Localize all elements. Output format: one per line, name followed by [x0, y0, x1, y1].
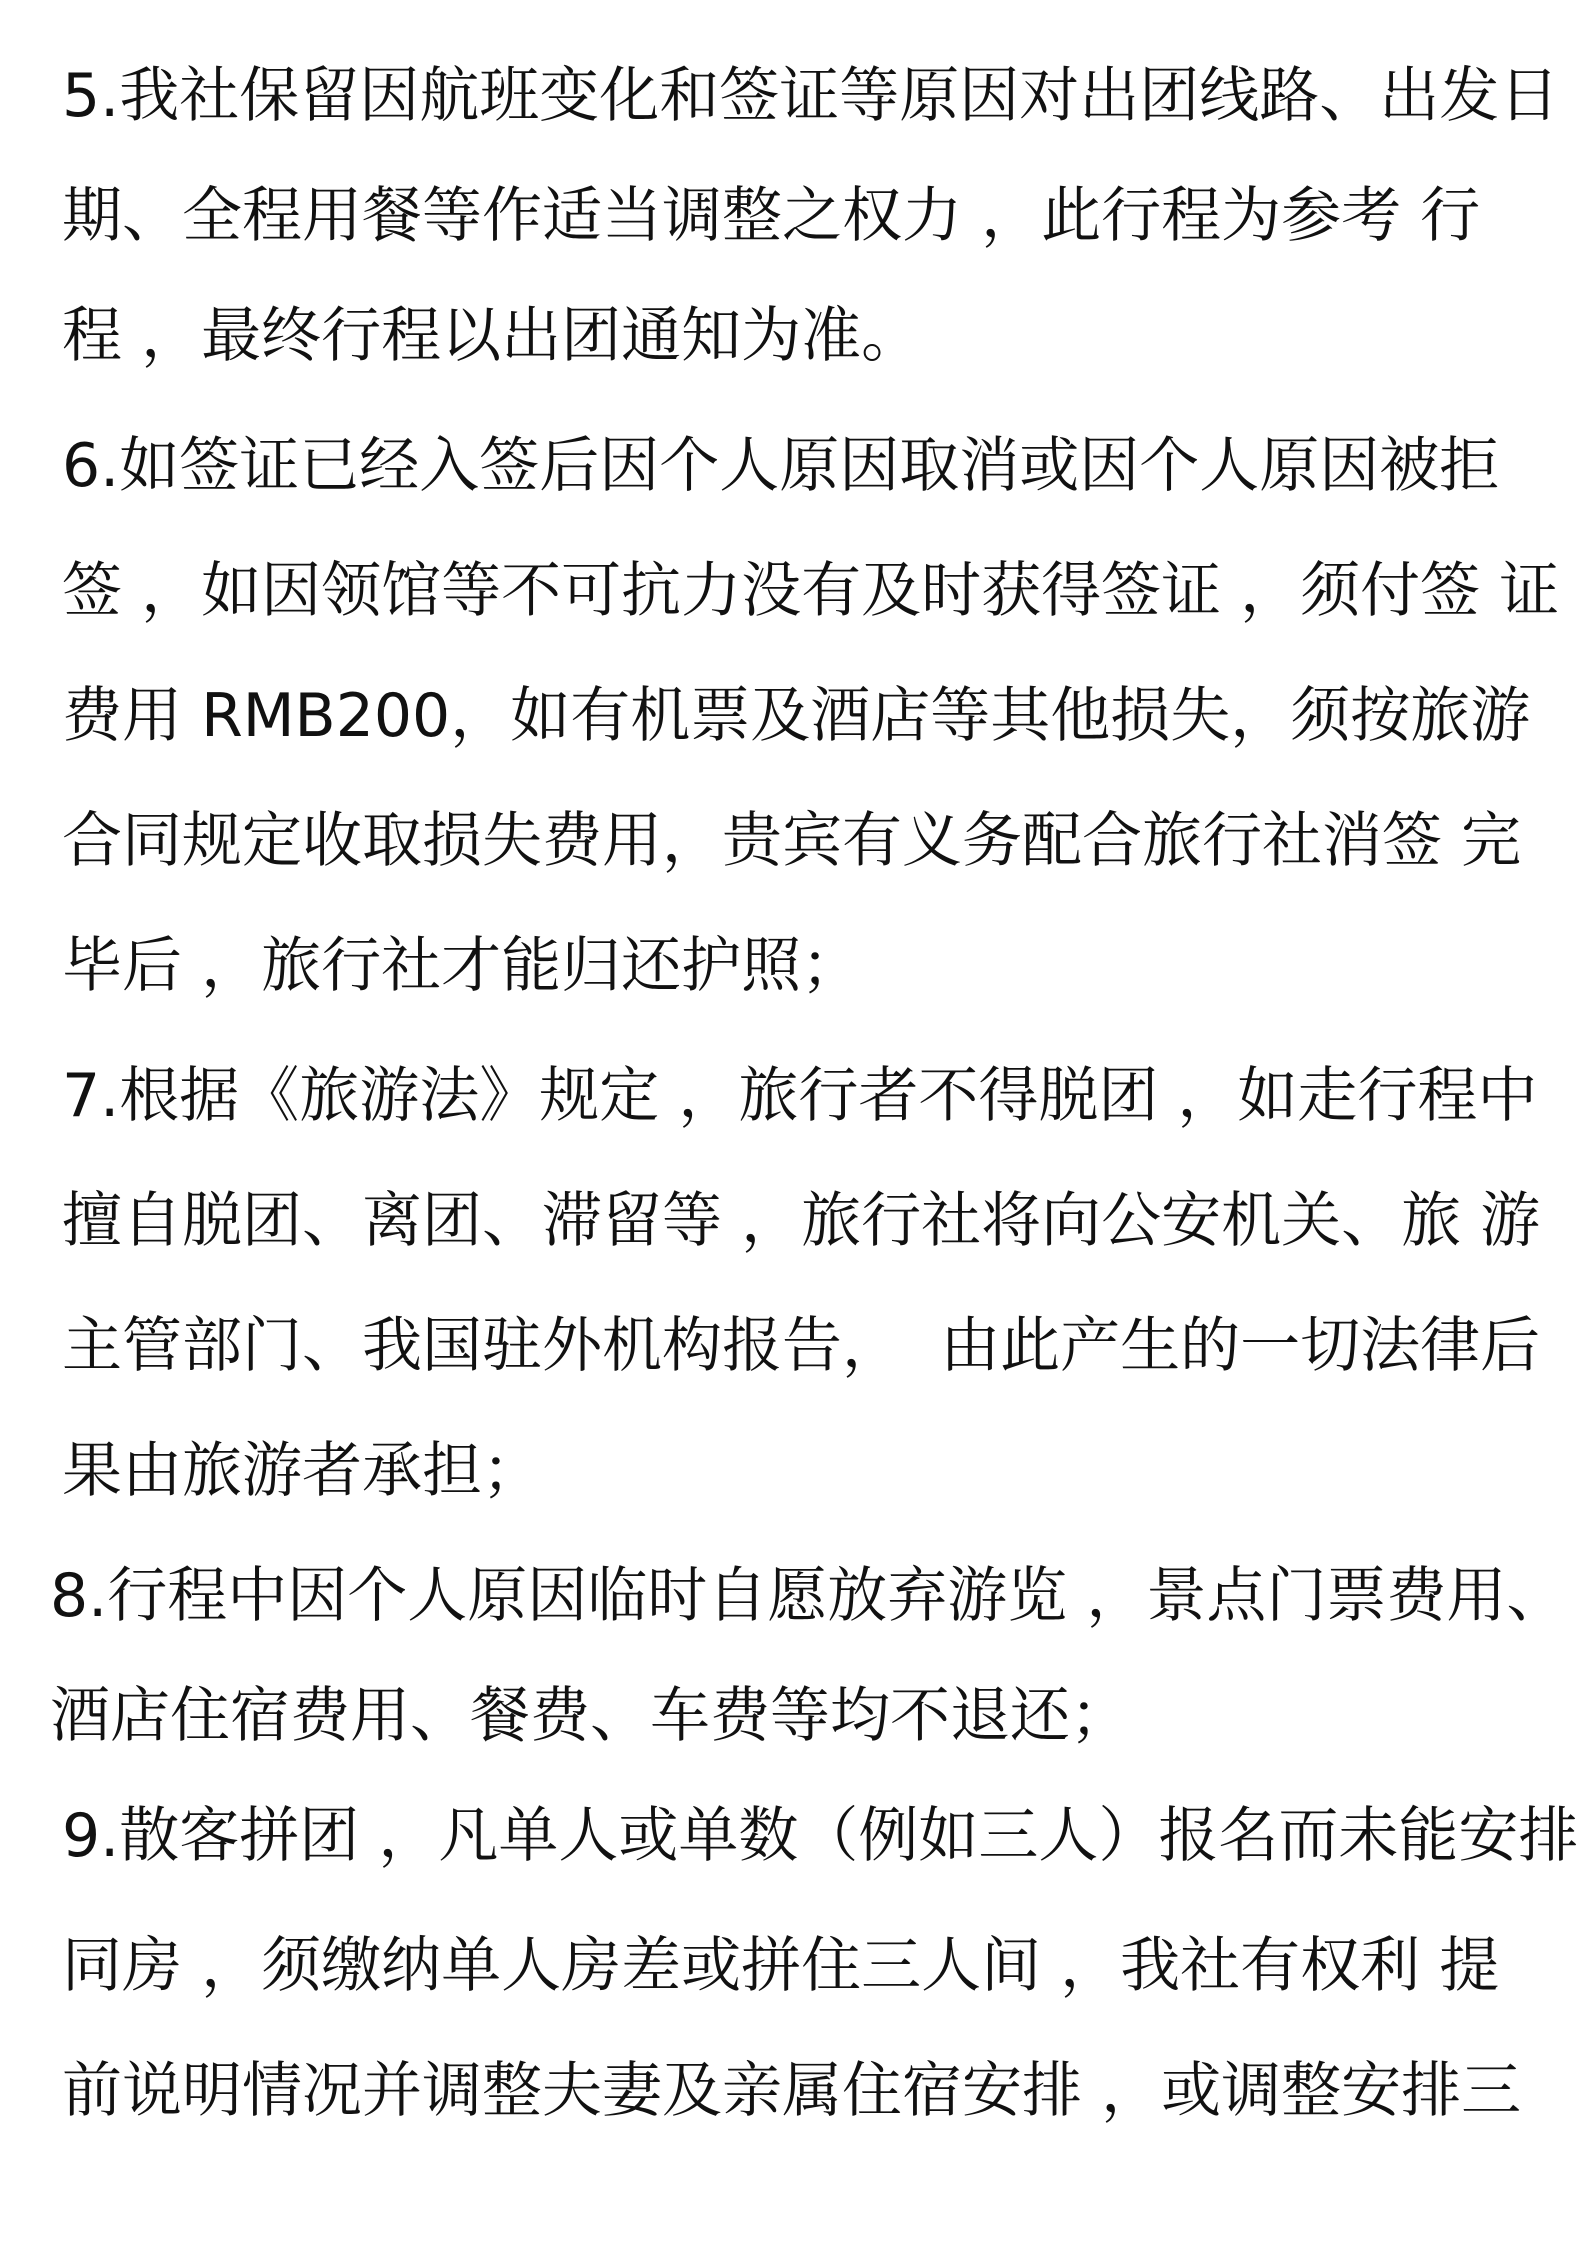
paragraph-7-line-2: 擅自脱团、离团、滞留等 ，旅行社将向公安机关、旅 游 — [62, 1186, 1541, 1256]
paragraph-5-line-2: 期、全程用餐等作适当调整之权力 ，此行程为参考 行 — [62, 181, 1481, 251]
paragraph-8-line-1: 8.行程中因个人原因临时自愿放弃游览 ，景点门票费用、 — [50, 1561, 1567, 1631]
paragraph-9-line-1: 9.散客拼团 ，凡单人或单数（例如三人）报名而未能安排 — [62, 1801, 1579, 1871]
paragraph-6-line-4: 合同规定收取损失费用，贵宾有义务配合旅行社消签 完 — [62, 806, 1522, 876]
paragraph-5-line-1: 5.我社保留因航班变化和签证等原因对出团线路、出发日 — [62, 61, 1560, 131]
paragraph-6-line-2: 签 ，如因领馆等不可抗力没有及时获得签证 ，须付签 证 — [62, 556, 1560, 626]
paragraph-7-line-3: 主管部门、我国驻外机构报告， 由此产生的一切法律后 — [62, 1311, 1541, 1381]
paragraph-6-line-5: 毕后 ，旅行社才能归还护照； — [62, 931, 862, 1001]
paragraph-6-line-1: 6.如签证已经入签后因个人原因取消或因个人原因被拒 — [62, 431, 1500, 501]
paragraph-7-line-1: 7.根据《旅游法》规定 ，旅行者不得脱团 ，如走行程中 — [62, 1061, 1538, 1131]
paragraph-5-line-3: 程 ，最终行程以出团通知为准。 — [62, 301, 922, 371]
paragraph-7-line-4: 果由旅游者承担； — [62, 1436, 542, 1506]
paragraph-6-line-3: 费用 RMB200，如有机票及酒店等其他损失，须按旅游 — [62, 681, 1531, 751]
paragraph-8-line-2: 酒店住宿费用、餐费、车费等均不退还； — [50, 1681, 1130, 1751]
paragraph-9-line-2: 同房 ，须缴纳单人房差或拼住三人间 ，我社有权利 提 — [62, 1931, 1500, 2001]
paragraph-9-line-3: 前说明情况并调整夫妻及亲属住宿安排 ，或调整安排三 — [62, 2056, 1522, 2126]
